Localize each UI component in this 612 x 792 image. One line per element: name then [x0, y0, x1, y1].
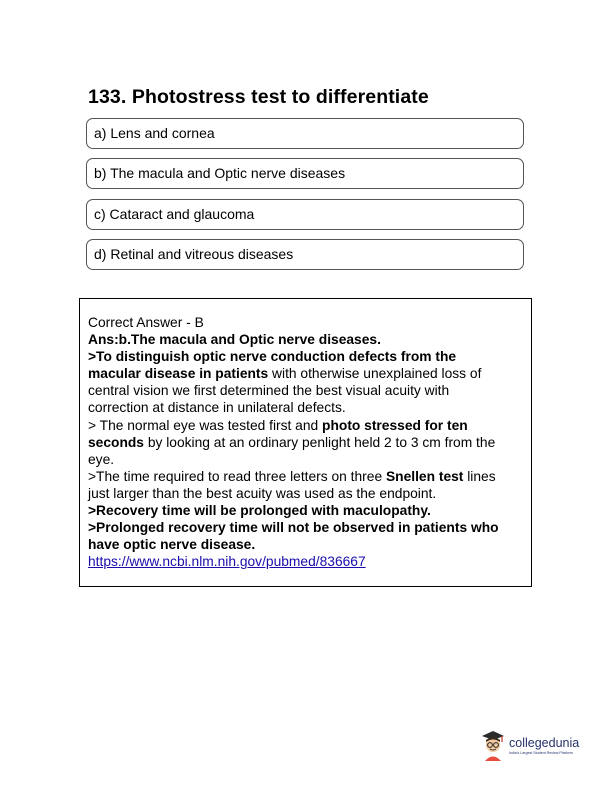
answer-line: >To distinguish optic nerve conduction defects from the — [88, 349, 457, 365]
answer-line: seconds by looking at an ordinary penlight held 2 to 3 cm from the — [88, 434, 496, 450]
answer-line: just larger than the best acuity was used as the endpoint. — [88, 485, 437, 501]
graduate-mascot-icon — [480, 728, 506, 762]
answer-line: eye. — [88, 451, 115, 467]
collegedunia-logo[interactable] — [480, 728, 584, 762]
question-title: 133. Photostress test to differentiate — [88, 86, 429, 108]
answer-line: >Recovery time will be prolonged with maculopathy. — [88, 503, 431, 519]
option-c[interactable]: c) Cataract and glaucoma — [86, 199, 524, 230]
answer-line: >Prolonged recovery time will not be observed in patients who — [88, 520, 499, 536]
option-b[interactable]: b) The macula and Optic nerve diseases — [86, 158, 524, 189]
correct-answer-label: Correct Answer - B — [88, 315, 204, 330]
option-d[interactable]: d) Retinal and vitreous diseases — [86, 239, 524, 270]
answer-explanation-box — [79, 298, 532, 587]
answer-line: >The time required to read three letters on three Snellen test lines — [88, 468, 496, 484]
answer-line: central vision we first determined the best visual acuity with — [88, 383, 450, 399]
answer-line: have optic nerve disease. — [88, 537, 256, 553]
option-a[interactable]: a) Lens and cornea — [86, 118, 524, 149]
answer-line: macular disease in patients with otherwise unexplained loss of — [88, 366, 482, 382]
pubmed-reference-link[interactable]: https://www.ncbi.nlm.nih.gov/pubmed/836667 — [88, 554, 366, 570]
answer-line: correction at distance in unilateral defects. — [88, 400, 346, 416]
logo-tagline: India's Largest Student Review Platform — [509, 751, 573, 755]
answer-line: Ans:b.The macula and Optic nerve diseases. — [88, 332, 381, 348]
logo-name: collegedunia — [509, 736, 580, 750]
answer-line: > The normal eye was tested first and photo stressed for ten — [88, 417, 468, 433]
